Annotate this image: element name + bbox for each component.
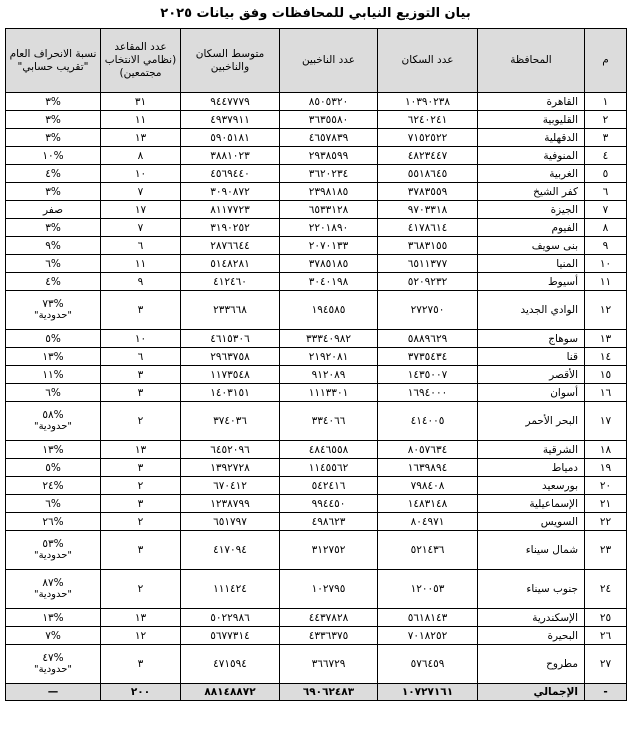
cell-population: ٣٦٨٣١٥٥: [378, 237, 478, 255]
cell-average: ٨١١٧٧٢٣: [181, 201, 280, 219]
cell-voters: ٣١٢٧٥٢: [280, 531, 378, 570]
cell-governorate: بورسعيد: [478, 477, 585, 495]
table-row: [6, 495, 627, 513]
cell-governorate: البحر الأحمر: [478, 402, 585, 441]
cell-average: ٤١٧٠٩٤: [181, 531, 280, 570]
cell-seats: ٣: [101, 291, 181, 330]
header-deviation: نسبة الانحراف العام "تقريب حسابي": [6, 29, 101, 93]
header-num: م: [585, 29, 627, 93]
cell-voters: ٤٨٤٦٥٥٨: [280, 441, 378, 459]
cell-deviation: [6, 237, 101, 255]
deviation-value: %٦: [45, 386, 61, 399]
table-row: [6, 93, 627, 111]
cell-num: ١٤: [585, 348, 627, 366]
cell-population: ٣٧٨٣٥٥٩: [378, 183, 478, 201]
cell-num: ٢٥: [585, 609, 627, 627]
cell-seats: ١٠: [101, 165, 181, 183]
cell-voters: ٤٩٨٦٢٣: [280, 513, 378, 531]
cell-voters: ٤٣٣٦٣٧٥: [280, 627, 378, 645]
cell-governorate: الفيوم: [478, 219, 585, 237]
cell-population: ٧٠١٨٢٥٢: [378, 627, 478, 645]
cell-governorate: القاهرة: [478, 93, 585, 111]
deviation-value: %٣: [45, 221, 61, 234]
cell-population: ٤١٧٨٦١٤: [378, 219, 478, 237]
cell-average: ١٣٩٢٧٢٨: [181, 459, 280, 477]
deviation-value: %٢٤: [42, 479, 64, 492]
deviation-value: %٤٧: [42, 652, 64, 664]
cell-seats: ٩: [101, 273, 181, 291]
cell-num: ١١: [585, 273, 627, 291]
cell-average: ١٤٠٣١٥١: [181, 384, 280, 402]
cell-seats: ٣: [101, 384, 181, 402]
cell-population: ٥٢١٤٣٦: [378, 531, 478, 570]
cell-voters: ٩١٢٠٨٩: [280, 366, 378, 384]
cell-governorate: الغربية: [478, 165, 585, 183]
cell-deviation: [6, 441, 101, 459]
table-row: [6, 570, 627, 609]
cell-seats: ٣: [101, 495, 181, 513]
cell-voters: ٣٦٦٧٢٩: [280, 645, 378, 684]
cell-average: ٤١٢٤٦٠: [181, 273, 280, 291]
deviation-value: %٩: [45, 239, 61, 252]
cell-average: ١١١٤٢٤: [181, 570, 280, 609]
cell-governorate: المنوفية: [478, 147, 585, 165]
cell-seats: ١٧: [101, 201, 181, 219]
cell-seats: ٢٠٠: [101, 684, 181, 701]
deviation-value: %٧٣: [42, 298, 64, 310]
cell-governorate: القليوبية: [478, 111, 585, 129]
cell-voters: ١١٤٥٥٦٢: [280, 459, 378, 477]
deviation-value: %٣: [45, 95, 61, 108]
table-row: [6, 201, 627, 219]
cell-average: ٣٠٩٠٨٧٢: [181, 183, 280, 201]
cell-seats: ٣: [101, 531, 181, 570]
cell-seats: ٢: [101, 477, 181, 495]
cell-num: ٢٧: [585, 645, 627, 684]
cell-voters: ٨٥٠٥٣٢٠: [280, 93, 378, 111]
apportionment-table: [5, 28, 627, 701]
cell-num: ٨: [585, 219, 627, 237]
cell-num: ١٢: [585, 291, 627, 330]
cell-num: ١٦: [585, 384, 627, 402]
cell-seats: ٣: [101, 459, 181, 477]
cell-deviation: [6, 366, 101, 384]
cell-num: -: [585, 684, 627, 701]
cell-voters: ٣٦٢٠٢٣٤: [280, 165, 378, 183]
cell-average: ٤٩٣٧٩١١: [181, 111, 280, 129]
cell-average: ٢٩٦٣٧٥٨: [181, 348, 280, 366]
cell-voters: ٢٣٩٨١٨٥: [280, 183, 378, 201]
cell-seats: ٣: [101, 645, 181, 684]
cell-num: ٢٣: [585, 531, 627, 570]
cell-voters: ٢٩٣٨٥٩٩: [280, 147, 378, 165]
cell-seats: ١١: [101, 111, 181, 129]
cell-deviation: [6, 645, 101, 684]
cell-population: ١٢٠٠٥٣: [378, 570, 478, 609]
cell-deviation: [6, 111, 101, 129]
table-row: [6, 531, 627, 570]
cell-deviation: [6, 513, 101, 531]
cell-num: ٥: [585, 165, 627, 183]
cell-num: ٢٠: [585, 477, 627, 495]
deviation-note: "حدودية": [33, 421, 73, 432]
cell-seats: ١٢: [101, 627, 181, 645]
cell-population: ٦٢٤٠٢٤١: [378, 111, 478, 129]
cell-deviation: [6, 459, 101, 477]
table-row: [6, 291, 627, 330]
deviation-value: صفر: [42, 203, 64, 216]
cell-voters: ٦٥٣٣١٢٨: [280, 201, 378, 219]
cell-population: ١٠٧٢٧١٦١: [378, 684, 478, 701]
cell-num: ١٩: [585, 459, 627, 477]
deviation-value: %٣: [45, 131, 61, 144]
deviation-value: %١٣: [42, 611, 64, 624]
cell-deviation: [6, 147, 101, 165]
cell-seats: ٢: [101, 513, 181, 531]
cell-seats: ٢: [101, 570, 181, 609]
cell-average: ١١٧٣٥٤٨: [181, 366, 280, 384]
cell-population: ٨٠٤٩٧١: [378, 513, 478, 531]
deviation-note: "حدودية": [33, 310, 73, 321]
cell-governorate: الإسماعيلية: [478, 495, 585, 513]
table-row: [6, 384, 627, 402]
cell-deviation: [6, 201, 101, 219]
cell-seats: ١٠: [101, 330, 181, 348]
table-row: [6, 627, 627, 645]
cell-governorate: بنى سويف: [478, 237, 585, 255]
table-row: [6, 111, 627, 129]
cell-average: ٦٥١٧٩٧: [181, 513, 280, 531]
deviation-value: %٦: [45, 257, 61, 270]
table-row: [6, 441, 627, 459]
cell-average: ٢٨٧٦٦٤٤: [181, 237, 280, 255]
cell-seats: ٧: [101, 183, 181, 201]
cell-governorate: مطروح: [478, 645, 585, 684]
table-row: [6, 255, 627, 273]
cell-population: ٤٨٢٣٤٤٧: [378, 147, 478, 165]
cell-seats: ١٣: [101, 129, 181, 147]
cell-population: ٧١٥٢٥٢٢: [378, 129, 478, 147]
deviation-value: %١٣: [42, 350, 64, 363]
cell-voters: ٦٩٠٦٢٤٨٣: [280, 684, 378, 701]
cell-population: ٨٠٥٧٦٣٤: [378, 441, 478, 459]
table-row: [6, 513, 627, 531]
cell-voters: ٥٤٢٤١٦: [280, 477, 378, 495]
cell-deviation: [6, 609, 101, 627]
table-row: [6, 402, 627, 441]
cell-governorate: الدقهلية: [478, 129, 585, 147]
cell-population: ٣٧٣٥٤٣٤: [378, 348, 478, 366]
cell-num: ٩: [585, 237, 627, 255]
cell-num: ١٥: [585, 366, 627, 384]
table-row: [6, 477, 627, 495]
header-population: عدد السكان: [378, 29, 478, 93]
cell-population: ٥٥١٨٦٤٥: [378, 165, 478, 183]
cell-voters: ١٠٢٧٩٥: [280, 570, 378, 609]
cell-deviation: [6, 384, 101, 402]
cell-population: ٥٧٦٤٥٩: [378, 645, 478, 684]
cell-deviation: [6, 291, 101, 330]
cell-governorate: أسيوط: [478, 273, 585, 291]
cell-average: ٥٩٠٥١٨١: [181, 129, 280, 147]
cell-num: ١٣: [585, 330, 627, 348]
cell-governorate: الإجمالي: [478, 684, 585, 701]
cell-voters: ٣٦٣٥٥٨٠: [280, 111, 378, 129]
table-row: [6, 147, 627, 165]
cell-seats: ١٣: [101, 441, 181, 459]
document-title: بيان التوزيع النيابي للمحافظات وفق بيانات ٢٠٢٥: [160, 6, 471, 21]
deviation-value: —: [47, 686, 59, 698]
cell-governorate: الجيزة: [478, 201, 585, 219]
cell-population: ٧٩٨٤٠٨: [378, 477, 478, 495]
table-row: [6, 237, 627, 255]
cell-deviation: [6, 165, 101, 183]
table-row: [6, 609, 627, 627]
cell-seats: ٨: [101, 147, 181, 165]
cell-seats: ١٣: [101, 609, 181, 627]
deviation-value: %٨٧: [42, 577, 64, 589]
cell-governorate: الأقصر: [478, 366, 585, 384]
cell-governorate: البحيرة: [478, 627, 585, 645]
deviation-value: %٣: [45, 113, 61, 126]
cell-average: ٤٥٦٩٤٤٠: [181, 165, 280, 183]
cell-average: ٤٦١٥٣٠٦: [181, 330, 280, 348]
cell-average: ٥١٤٨٢٨١: [181, 255, 280, 273]
cell-voters: ٣٧٨٥١٨٥: [280, 255, 378, 273]
cell-deviation: [6, 348, 101, 366]
table-row: [6, 165, 627, 183]
cell-num: ٤: [585, 147, 627, 165]
cell-deviation: [6, 183, 101, 201]
cell-num: ٢٦: [585, 627, 627, 645]
cell-num: ٧: [585, 201, 627, 219]
cell-deviation: [6, 273, 101, 291]
cell-num: ٢١: [585, 495, 627, 513]
cell-population: ٤١٤٠٠٥: [378, 402, 478, 441]
cell-voters: ٢٠٧٠١٣٣: [280, 237, 378, 255]
cell-deviation: [6, 570, 101, 609]
cell-governorate: المنيا: [478, 255, 585, 273]
cell-voters: ٣٣٤٠٦٦: [280, 402, 378, 441]
deviation-value: %٤: [45, 167, 61, 180]
cell-num: ٢: [585, 111, 627, 129]
cell-average: ٦٧٠٤١٢: [181, 477, 280, 495]
cell-deviation: [6, 129, 101, 147]
cell-average: ٥٠٢٢٩٨٦: [181, 609, 280, 627]
table-row: [6, 459, 627, 477]
deviation-note: "حدودية": [33, 664, 73, 675]
cell-population: ٥٦١٨١٤٣: [378, 609, 478, 627]
cell-governorate: سوهاج: [478, 330, 585, 348]
cell-population: ٢٧٢٧٥٠: [378, 291, 478, 330]
cell-population: ١٦٣٩٨٩٤: [378, 459, 478, 477]
cell-average: ٥٦٧٧٣١٤: [181, 627, 280, 645]
cell-num: ١٧: [585, 402, 627, 441]
deviation-value: %١٠: [42, 149, 64, 162]
deviation-note: "حدودية": [33, 550, 73, 561]
cell-num: ١٨: [585, 441, 627, 459]
cell-governorate: شمال سيناء: [478, 531, 585, 570]
cell-deviation: [6, 684, 101, 701]
header-seats: عدد المقاعد (نظامي الانتخاب مجتمعين): [101, 29, 181, 93]
cell-seats: ١١: [101, 255, 181, 273]
cell-deviation: [6, 495, 101, 513]
cell-average: ٩٤٤٧٧٧٩: [181, 93, 280, 111]
cell-population: ٥٢٠٩٢٣٢: [378, 273, 478, 291]
cell-voters: ٣٣٣٤٠٩٨٢: [280, 330, 378, 348]
header-governorate: المحافظة: [478, 29, 585, 93]
deviation-value: %١٣: [42, 443, 64, 456]
cell-deviation: [6, 219, 101, 237]
cell-average: ٦٤٥٢٠٩٦: [181, 441, 280, 459]
cell-deviation: [6, 255, 101, 273]
deviation-value: %٧: [45, 629, 61, 642]
deviation-value: %٥٨: [42, 409, 64, 421]
cell-num: ٢٤: [585, 570, 627, 609]
cell-seats: ٦: [101, 348, 181, 366]
cell-voters: ٣٠٤٠١٩٨: [280, 273, 378, 291]
deviation-value: %٥: [45, 332, 61, 345]
cell-average: ٤٧١٥٩٤: [181, 645, 280, 684]
cell-voters: ٩٩٤٤٥٠: [280, 495, 378, 513]
cell-seats: ٣: [101, 366, 181, 384]
table-body: [6, 93, 627, 701]
cell-population: ١٦٩٤٠٠٠: [378, 384, 478, 402]
cell-average: ٣٨٨١٠٢٣: [181, 147, 280, 165]
cell-seats: ٢: [101, 402, 181, 441]
cell-governorate: قنا: [478, 348, 585, 366]
cell-voters: ٢١٩٢٠٨١: [280, 348, 378, 366]
deviation-value: %٤: [45, 275, 61, 288]
cell-deviation: [6, 330, 101, 348]
cell-deviation: [6, 93, 101, 111]
deviation-value: %٣: [45, 185, 61, 198]
deviation-value: %١١: [42, 368, 64, 381]
cell-deviation: [6, 531, 101, 570]
deviation-value: %٥: [45, 461, 61, 474]
cell-voters: ٤٤٣٧٨٢٨: [280, 609, 378, 627]
cell-governorate: جنوب سيناء: [478, 570, 585, 609]
cell-voters: ١٩٤٥٨٥: [280, 291, 378, 330]
table-row: [6, 273, 627, 291]
deviation-value: %٦: [45, 497, 61, 510]
cell-seats: ٧: [101, 219, 181, 237]
cell-num: ٦: [585, 183, 627, 201]
cell-deviation: [6, 627, 101, 645]
header-row: [6, 29, 627, 93]
cell-voters: ١١١٣٣٠١: [280, 384, 378, 402]
cell-average: ٣١٩٠٢٥٢: [181, 219, 280, 237]
table-row: [6, 645, 627, 684]
cell-governorate: دمياط: [478, 459, 585, 477]
cell-deviation: [6, 402, 101, 441]
cell-num: ١: [585, 93, 627, 111]
cell-num: ١٠: [585, 255, 627, 273]
cell-average: ٢٣٣٦٦٨: [181, 291, 280, 330]
deviation-value: %٢٦: [42, 515, 64, 528]
cell-num: ٣: [585, 129, 627, 147]
cell-governorate: كفر الشيخ: [478, 183, 585, 201]
cell-average: ٣٧٤٠٣٦: [181, 402, 280, 441]
cell-average: ١٢٣٨٧٩٩: [181, 495, 280, 513]
table-row: [6, 183, 627, 201]
cell-seats: ٣١: [101, 93, 181, 111]
table-row: [6, 330, 627, 348]
cell-population: ١٤٣٥٠٠٧: [378, 366, 478, 384]
table-row: [6, 129, 627, 147]
table-row: [6, 219, 627, 237]
cell-governorate: الإسكندرية: [478, 609, 585, 627]
cell-governorate: السويس: [478, 513, 585, 531]
table-row: [6, 366, 627, 384]
cell-population: ١٤٨٣١٤٨: [378, 495, 478, 513]
cell-deviation: [6, 477, 101, 495]
cell-population: ٥٨٨٩٦٢٩: [378, 330, 478, 348]
cell-governorate: أسوان: [478, 384, 585, 402]
table-row: [6, 348, 627, 366]
cell-seats: ٦: [101, 237, 181, 255]
cell-population: ٩٧٠٣٣١٨: [378, 201, 478, 219]
header-voters: عدد الناخبين: [280, 29, 378, 93]
deviation-value: %٥٣: [42, 538, 64, 550]
cell-governorate: الوادي الجديد: [478, 291, 585, 330]
deviation-note: "حدودية": [33, 589, 73, 600]
cell-voters: ٢٢٠١٨٩٠: [280, 219, 378, 237]
cell-population: ١٠٣٩٠٢٣٨: [378, 93, 478, 111]
total-row: [6, 684, 627, 701]
cell-average: ٨٨١٤٨٨٧٢: [181, 684, 280, 701]
cell-population: ٦٥١١٣٧٧: [378, 255, 478, 273]
cell-voters: ٤٦٥٧٨٣٩: [280, 129, 378, 147]
cell-num: ٢٢: [585, 513, 627, 531]
header-average: متوسط السكان والناخبين: [181, 29, 280, 93]
cell-governorate: الشرقية: [478, 441, 585, 459]
